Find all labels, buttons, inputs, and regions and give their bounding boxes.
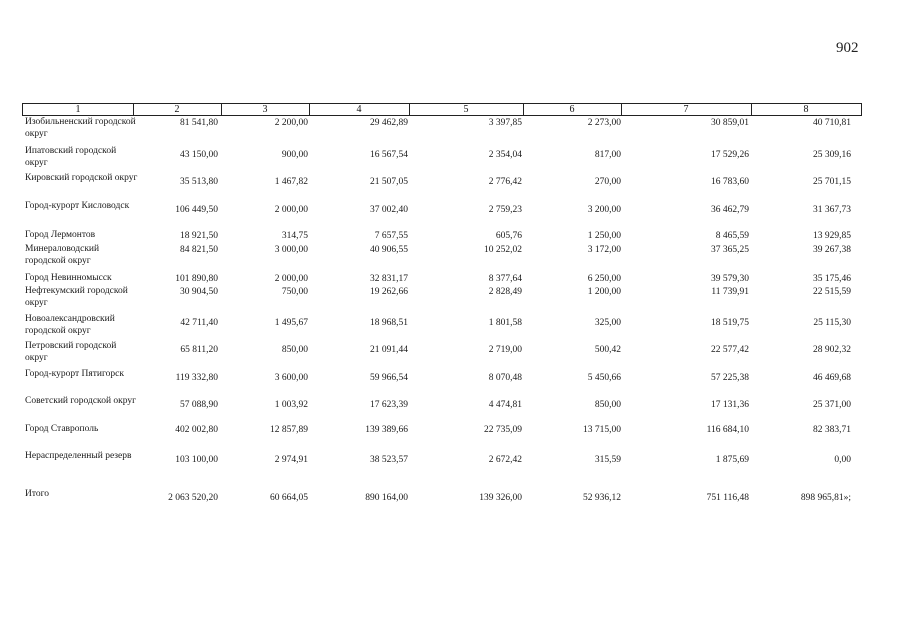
- cell-col-8: 82 383,71: [813, 425, 851, 435]
- cell-col-4: 32 831,17: [370, 274, 408, 284]
- cell-col-3: 314,75: [281, 231, 308, 241]
- row-label: Нефтекумский городской округ: [25, 286, 128, 308]
- cell-col-4: 38 523,57: [370, 455, 408, 465]
- cell-col-2: 30 904,50: [180, 287, 218, 297]
- cell-col-4: 139 389,66: [365, 425, 408, 435]
- cell-col-8: 898 965,81»;: [800, 493, 851, 503]
- header-col-8: 8: [803, 104, 809, 115]
- header-col-5: 5: [463, 104, 469, 115]
- cell-col-7: 11 739,91: [711, 287, 749, 297]
- cell-col-7: 8 465,59: [715, 231, 749, 241]
- header-col-6: 6: [569, 104, 575, 115]
- cell-col-3: 1 467,82: [274, 177, 308, 187]
- cell-col-6: 325,00: [594, 318, 621, 328]
- cell-col-5: 1 801,58: [488, 318, 522, 328]
- cell-col-3: 2 200,00: [274, 118, 308, 128]
- row-label: Город-курорт Кисловодск: [25, 201, 130, 211]
- cell-col-4: 19 262,66: [370, 287, 408, 297]
- header-col-3: 3: [262, 104, 268, 115]
- cell-col-6: 3 200,00: [587, 205, 621, 215]
- cell-col-6: 6 250,00: [587, 274, 621, 284]
- table-header: [22, 103, 862, 116]
- cell-col-2: 106 449,50: [175, 205, 218, 215]
- cell-col-6: 5 450,66: [587, 373, 621, 383]
- cell-col-3: 3 600,00: [274, 373, 308, 383]
- cell-col-7: 17 529,26: [711, 150, 749, 160]
- cell-col-2: 43 150,00: [180, 150, 218, 160]
- cell-col-3: 12 857,89: [270, 425, 308, 435]
- cell-col-5: 2 354,04: [488, 150, 522, 160]
- cell-col-6: 817,00: [594, 150, 621, 160]
- cell-col-2: 2 063 520,20: [168, 493, 218, 503]
- row-label: Петровский городской округ: [25, 341, 117, 363]
- cell-col-4: 40 906,55: [370, 245, 408, 255]
- cell-col-7: 39 579,30: [711, 274, 749, 284]
- cell-col-6: 52 936,12: [583, 493, 621, 503]
- cell-col-2: 18 921,50: [180, 231, 218, 241]
- cell-col-8: 31 367,73: [813, 205, 851, 215]
- cell-col-3: 2 000,00: [274, 274, 308, 284]
- row-label: Минераловодский городской округ: [25, 244, 100, 266]
- row-label: Новоалександровский городской округ: [25, 314, 115, 336]
- cell-col-3: 900,00: [281, 150, 308, 160]
- cell-col-7: 116 684,10: [706, 425, 749, 435]
- cell-col-8: 0,00: [834, 455, 851, 465]
- cell-col-5: 139 326,00: [479, 493, 522, 503]
- cell-col-5: 2 672,42: [488, 455, 522, 465]
- cell-col-7: 1 875,69: [715, 455, 749, 465]
- cell-col-4: 18 968,51: [370, 318, 408, 328]
- cell-col-3: 750,00: [281, 287, 308, 297]
- cell-col-7: 751 116,48: [706, 493, 749, 503]
- cell-col-8: 39 267,38: [813, 245, 851, 255]
- cell-col-5: 2 759,23: [488, 205, 522, 215]
- cell-col-2: 65 811,20: [180, 345, 218, 355]
- cell-col-2: 42 711,40: [180, 318, 218, 328]
- cell-col-3: 850,00: [281, 345, 308, 355]
- cell-col-3: 60 664,05: [270, 493, 308, 503]
- cell-col-8: 25 701,15: [813, 177, 851, 187]
- page-number: 902: [836, 40, 859, 56]
- cell-col-7: 17 131,36: [711, 400, 749, 410]
- cell-col-6: 500,42: [594, 345, 621, 355]
- cell-col-8: 13 929,85: [813, 231, 851, 241]
- cell-col-7: 30 859,01: [711, 118, 749, 128]
- cell-col-3: 3 000,00: [274, 245, 308, 255]
- cell-col-4: 29 462,89: [370, 118, 408, 128]
- cell-col-4: 16 567,54: [370, 150, 408, 160]
- cell-col-8: 46 469,68: [813, 373, 851, 383]
- cell-col-6: 3 172,00: [587, 245, 621, 255]
- cell-col-5: 2 828,49: [488, 287, 522, 297]
- cell-col-2: 103 100,00: [175, 455, 218, 465]
- row-label: Ипатовский городской округ: [25, 146, 117, 168]
- cell-col-7: 36 462,79: [711, 205, 749, 215]
- row-label: Город Лермонтов: [25, 230, 96, 240]
- cell-col-8: 40 710,81: [813, 118, 851, 128]
- cell-col-8: 25 309,16: [813, 150, 851, 160]
- row-label: Кировский городской округ: [25, 173, 138, 183]
- header-col-2: 2: [174, 104, 180, 115]
- row-label: Изобильненский городской округ: [25, 117, 136, 139]
- header-col-4: 4: [356, 104, 362, 115]
- cell-col-4: 7 657,55: [374, 231, 408, 241]
- cell-col-5: 3 397,85: [488, 118, 522, 128]
- cell-col-8: 28 902,32: [813, 345, 851, 355]
- row-label: Город-курорт Пятигорск: [25, 369, 124, 379]
- cell-col-4: 17 623,39: [370, 400, 408, 410]
- cell-col-2: 119 332,80: [175, 373, 218, 383]
- cell-col-3: 1 003,92: [274, 400, 308, 410]
- cell-col-8: 35 175,46: [813, 274, 851, 284]
- row-label: Город Невинномысск: [25, 273, 112, 283]
- cell-col-4: 890 164,00: [365, 493, 408, 503]
- cell-col-5: 8 070,48: [488, 373, 522, 383]
- cell-col-4: 37 002,40: [370, 205, 408, 215]
- cell-col-2: 101 890,80: [175, 274, 218, 284]
- cell-col-7: 37 365,25: [711, 245, 749, 255]
- cell-col-6: 315,59: [594, 455, 621, 465]
- cell-col-4: 59 966,54: [370, 373, 408, 383]
- row-label: Нераспределенный резерв: [25, 451, 132, 461]
- cell-col-2: 35 513,80: [180, 177, 218, 187]
- cell-col-5: 2 776,42: [488, 177, 522, 187]
- cell-col-7: 18 519,75: [711, 318, 749, 328]
- cell-col-7: 22 577,42: [711, 345, 749, 355]
- cell-col-8: 25 115,30: [813, 318, 851, 328]
- cell-col-5: 2 719,00: [488, 345, 522, 355]
- cell-col-6: 270,00: [594, 177, 621, 187]
- cell-col-6: 13 715,00: [583, 425, 621, 435]
- cell-col-5: 22 735,09: [484, 425, 522, 435]
- header-col-1: 1: [75, 104, 81, 115]
- cell-col-2: 84 821,50: [180, 245, 218, 255]
- cell-col-7: 57 225,38: [711, 373, 749, 383]
- cell-col-6: 2 273,00: [587, 118, 621, 128]
- cell-col-8: 25 371,00: [813, 400, 851, 410]
- cell-col-4: 21 091,44: [370, 345, 408, 355]
- cell-col-3: 2 000,00: [274, 205, 308, 215]
- cell-col-4: 21 507,05: [370, 177, 408, 187]
- cell-col-2: 57 088,90: [180, 400, 218, 410]
- cell-col-2: 81 541,80: [180, 118, 218, 128]
- cell-col-5: 4 474,81: [488, 400, 522, 410]
- cell-col-3: 1 495,67: [274, 318, 308, 328]
- cell-col-7: 16 783,60: [711, 177, 749, 187]
- header-col-7: 7: [683, 104, 689, 115]
- cell-col-6: 850,00: [594, 400, 621, 410]
- cell-col-5: 10 252,02: [484, 245, 522, 255]
- row-label: Итого: [25, 489, 50, 499]
- cell-col-2: 402 002,80: [175, 425, 218, 435]
- row-label: Советский городской округ: [25, 396, 137, 406]
- cell-col-6: 1 200,00: [587, 287, 621, 297]
- row-label: Город Ставрополь: [25, 424, 99, 434]
- cell-col-3: 2 974,91: [274, 455, 308, 465]
- cell-col-5: 8 377,64: [488, 274, 522, 284]
- cell-col-5: 605,76: [495, 231, 522, 241]
- cell-col-8: 22 515,59: [813, 287, 851, 297]
- cell-col-6: 1 250,00: [587, 231, 621, 241]
